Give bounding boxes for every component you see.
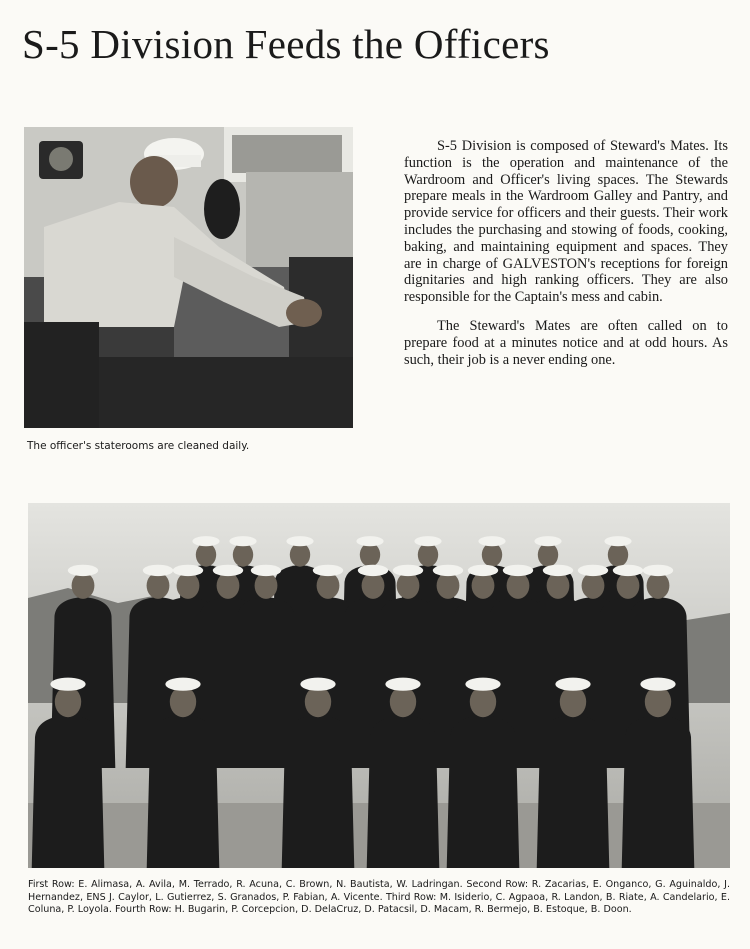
photo-of-steward-making-bed-icon	[24, 127, 353, 428]
names-caption	[28, 879, 730, 917]
page-title: S-5 Division Feeds the Officers	[22, 21, 550, 67]
steward-photo	[24, 127, 353, 428]
photo-of-division-group-icon	[28, 503, 730, 868]
article-body	[404, 138, 728, 380]
group-photo	[28, 503, 730, 868]
names-caption-text: First Row: E. Alimasa, A. Avila, M. Terrado, R. Acuna, C. Brown, N. Bautista, W. Ladringan. Second Row: R. Zacarias, E. Onganco, G. Aguinaldo, J. Hernandez, ENS J. Caylor, L. Gutierrez, S. Granados, P. Fabian, A. Vicente. Third Row: M. Isiderio, C. Agpaoa, R. Landon, B. Riate, A. Candelario, E. Coluna, P. Loyola. Fourth Row: H. Bugarin, P. Corcepcion, D. DelaCruz, D. Patacsil, D. Macam, R. Bermejo, B. Estoque, B. Doon.	[28, 879, 730, 916]
article-paragraph-1: S-5 Division is composed of Steward's Mates. Its function is the operation and maintenance of the Wardroom and Officer's living spaces. The Stewards prepare meals in the Wardroom Galley and Pantry, and provide service for officers and their guests. Their work includes the purchasing and stowing of foods, cooking, baking, and maintaining equipment and spaces. They are in charge of GALVESTON's receptions for foreign dignitaries and high ranking officers. They are also responsible for the Captain's mess and cabin.	[404, 138, 728, 306]
article-paragraph-2: The Steward's Mates are often called on to prepare food at a minutes notice and at odd hours. As such, their job is a never ending one.	[404, 317, 728, 368]
photo-caption: The officer's staterooms are cleaned daily.	[27, 440, 250, 452]
